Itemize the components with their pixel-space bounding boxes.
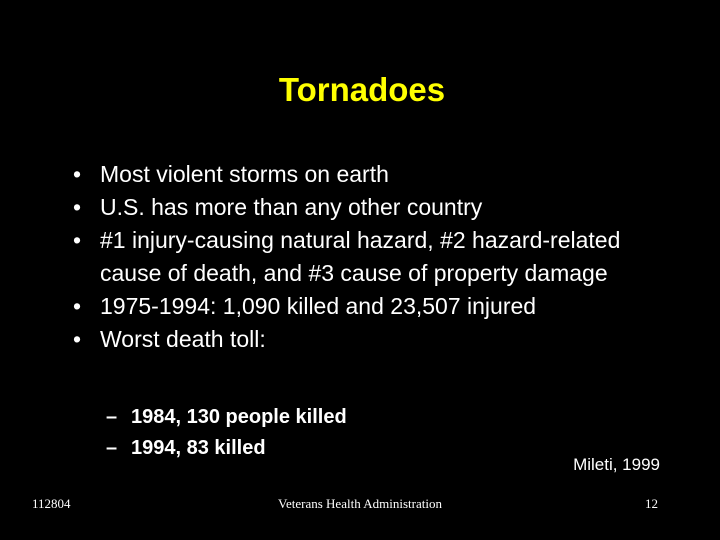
bullet-item [0,290,720,323]
bullet-item [0,224,720,290]
slide-title: Tornadoes [278,71,446,108]
sub-bullet-mark: – [106,406,118,428]
bullet-mark: • [73,326,82,352]
bullet-text: Worst death toll: [100,326,266,352]
bullet-list [0,158,720,356]
bullet-mark: • [73,227,82,253]
footer-slide-id: 112804 [32,496,71,511]
bullet-mark: • [73,161,82,187]
bullet-text: 1975-1994: 1,090 killed and 23,507 injured [100,293,537,319]
bullet-text: U.S. has more than any other country [100,194,483,220]
citation: Mileti, 1999 [573,455,660,474]
sub-bullet-text: 1994, 83 killed [131,437,266,459]
bullet-mark: • [73,293,82,319]
bullet-item [0,191,720,224]
sub-bullet-text: 1984, 130 people killed [131,406,347,428]
footer-organization: Veterans Health Administration [278,496,442,511]
bullet-item [0,158,720,191]
bullet-text: Most violent storms on earth [100,161,389,187]
sub-bullet-item [0,402,720,433]
sub-bullet-mark: – [106,437,118,459]
bullet-text: #1 injury-causing natural hazard, #2 hazard-related cause of death, and #3 cause of property damage [100,227,621,286]
bullet-item [0,323,720,356]
bullet-mark: • [73,194,82,220]
footer-page-number: 12 [645,496,658,511]
